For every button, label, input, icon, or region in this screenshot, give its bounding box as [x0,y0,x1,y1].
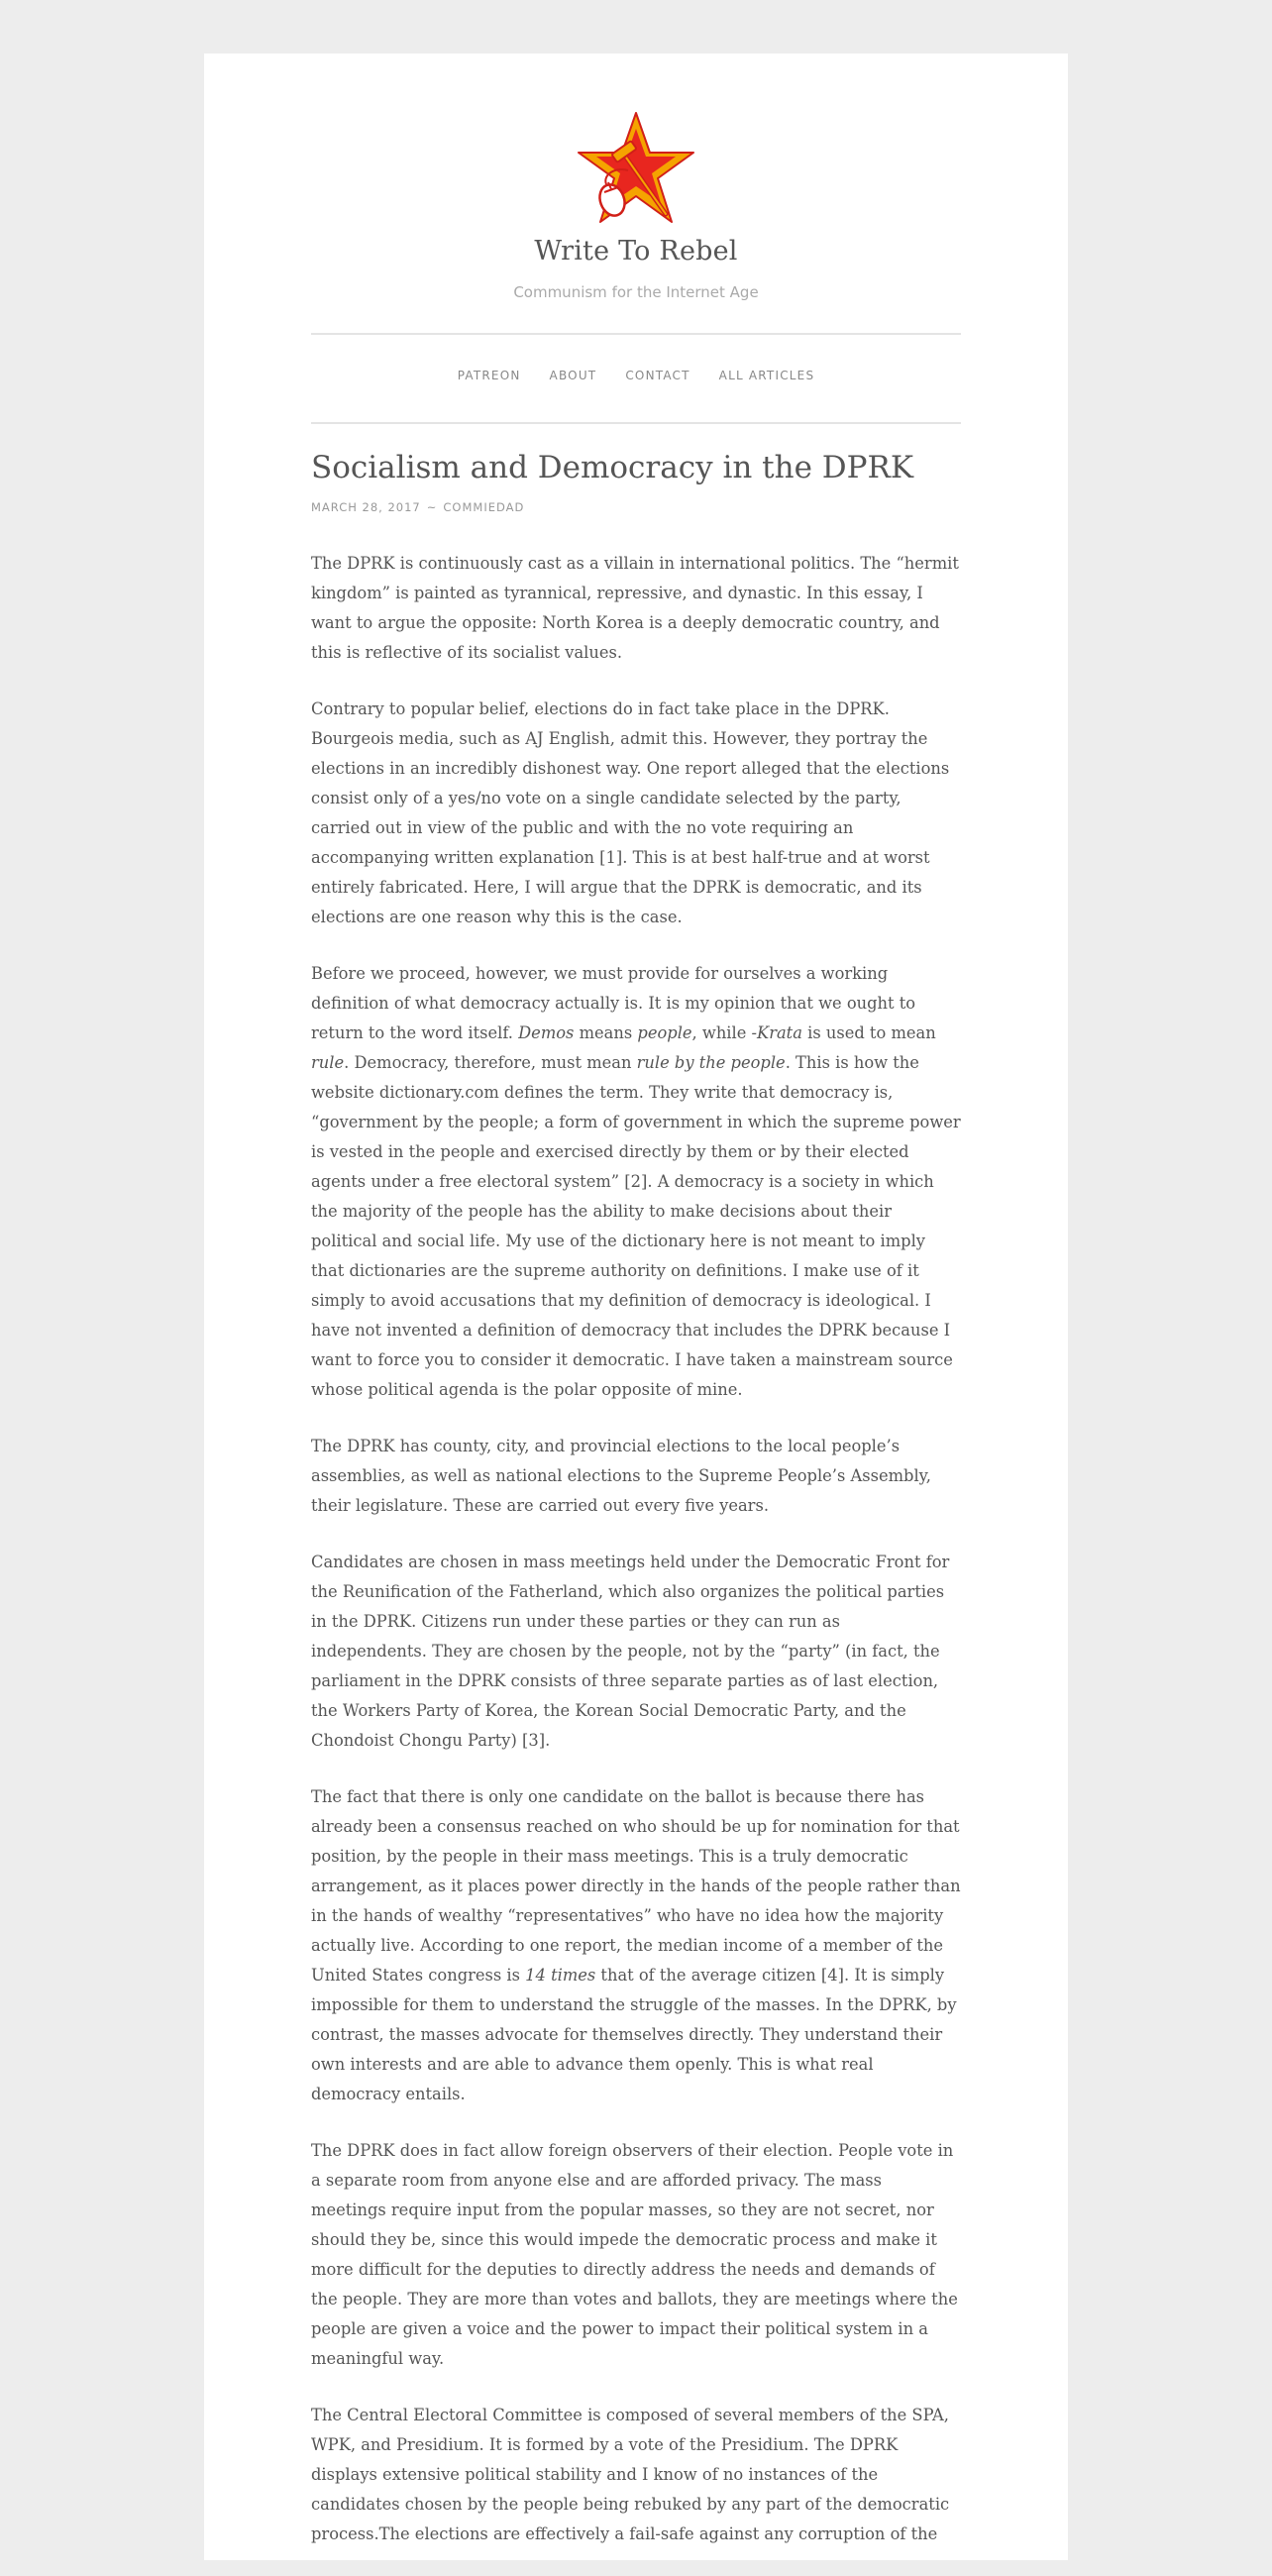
post-author-link[interactable]: COMMIEDAD [443,500,525,514]
post-date-link[interactable]: MARCH 28, 2017 [311,500,421,514]
p3-text-c: , while [691,1023,752,1042]
p3-text-d: is used to mean [801,1023,936,1042]
p6-text-b: that of the average citizen [4]. It is simply impossible for them to understand the struggle of the masses. In the DPRK, by contrast, the masses advocate for themselves directly. They understand their own interests and are able to advance them openly. This is what real democracy entails. [311,1966,957,2103]
meta-separator: ~ [426,500,438,514]
p3-rule-by-the-people: rule by the people [636,1053,786,1072]
paragraph-3 [311,959,961,1405]
page-card [204,54,1068,2560]
p3-demos: Demos [518,1023,575,1042]
nav-item-patreon[interactable]: PATREON [457,369,521,382]
paragraph-4: The DPRK has county, city, and provincial elections to the local people’s assemblies, as well as national elections to the Supreme People’s Assembly, their legislature. These are carried out every five years. [311,1437,931,1515]
site-title[interactable]: Write To Rebel [534,236,738,267]
site-logo-icon[interactable] [573,109,699,230]
post-content [311,549,961,2576]
p3-krata: -Krata [751,1023,802,1042]
post-meta [311,500,524,514]
p3-people: people [637,1023,692,1042]
nav-divider-top [311,333,961,335]
post-title[interactable]: Socialism and Democracy in the DPRK [311,450,914,485]
paragraph-8: The Central Electoral Committee is composed of several members of the SPA, WPK, and Presidium. It is formed by a vote of the Presidium. The DPRK displays extensive political stability and I know of no instances of the candidates chosen by the people being rebuked by any part of the democratic process.The elections are effectively a fail-safe against any corruption of the [311,2406,950,2543]
p3-text-b: means [574,1023,638,1042]
nav-divider-bottom [311,422,961,424]
nav-item-all-articles[interactable]: ALL ARTICLES [718,369,815,382]
p6-14-times: 14 times [525,1966,596,1985]
paragraph-6 [311,1782,961,2109]
site-description: Communism for the Internet Age [513,283,759,301]
main-navigation [311,369,961,382]
p3-text-a: Before we proceed, however, we must provide for ourselves a working definition of what democracy actually is. It is my opinion that we ought to return to the word itself. [311,964,916,1042]
nav-item-about[interactable]: ABOUT [549,369,597,382]
p6-text-a: The fact that there is only one candidate on the ballot is because there has already been a consensus reached on who should be up for nomination for that position, by the people in their mass meetings. This is a truly democratic arrangement, as it places power directly in the hands of the people rather than in the hands of wealthy “representatives” who have no idea how the majority actually live. According to one report, the median income of a member of the United States congress is [311,1787,961,1985]
paragraph-7: The DPRK does in fact allow foreign observers of their election. People vote in a separate room from anyone else and are afforded privacy. The mass meetings require input from the popular masses, so they are not secret, nor should they be, since this would impede the democratic process and make it more difficult for the deputies to directly address the needs and demands of the people. They are more than votes and ballots, they are meetings where the people are given a voice and the power to impact their political system in a meaningful way. [311,2141,958,2368]
paragraph-2: Contrary to popular belief, elections do in fact take place in the DPRK. Bourgeois media, such as AJ English, admit this. However, they portray the elections in an incredibly dishonest way. One report alleged that the elections consist only of a yes/no vote on a single candidate selected by the party, carried out in view of the public and with the no vote requiring an accompanying written explanation [1]. This is at best half-true and at worst entirely fabricated. Here, I will argue that the DPRK is democratic, and its elections are one reason why this is the case. [311,699,950,926]
paragraph-5: Candidates are chosen in mass meetings held under the Democratic Front for the Reunification of the Fatherland, which also organizes the political parties in the DPRK. Citizens run under these parties or they can run as independents. They are chosen by the people, not by the “party” (in fact, the parliament in the DPRK consists of three separate parties as of last election, the Workers Party of Korea, the Korean Social Democratic Party, and the Chondoist Chongu Party) [3]. [311,1553,950,1750]
p3-rule: rule [311,1053,345,1072]
p3-text-f: . This is how the website dictionary.com defines the term. They write that democracy is, “government by the people; a form of government in which the supreme power is vested in the people and exercised directly by them or by their elected agents under a free electoral system” [2]. A democracy is a society in which the majority of the people has the ability to make decisions about their political and social life. My use of the dictionary here is not meant to imply that dictionaries are the supreme authority on definitions. I make use of it simply to avoid accusations that my definition of democracy is ideological. I have not invented a definition of democracy that includes the DPRK because I want to force you to consider it democratic. I have taken a mainstream source whose political agenda is the polar opposite of mine. [311,1053,961,1399]
paragraph-1: The DPRK is continuously cast as a villain in international politics. The “hermit kingdom” is painted as tyrannical, repressive, and dynastic. In this essay, I want to argue the opposite: North Korea is a deeply democratic country, and this is reflective of its socialist values. [311,554,959,662]
p3-text-e: . Democracy, therefore, must mean [344,1053,637,1072]
nav-item-contact[interactable]: CONTACT [625,369,690,382]
